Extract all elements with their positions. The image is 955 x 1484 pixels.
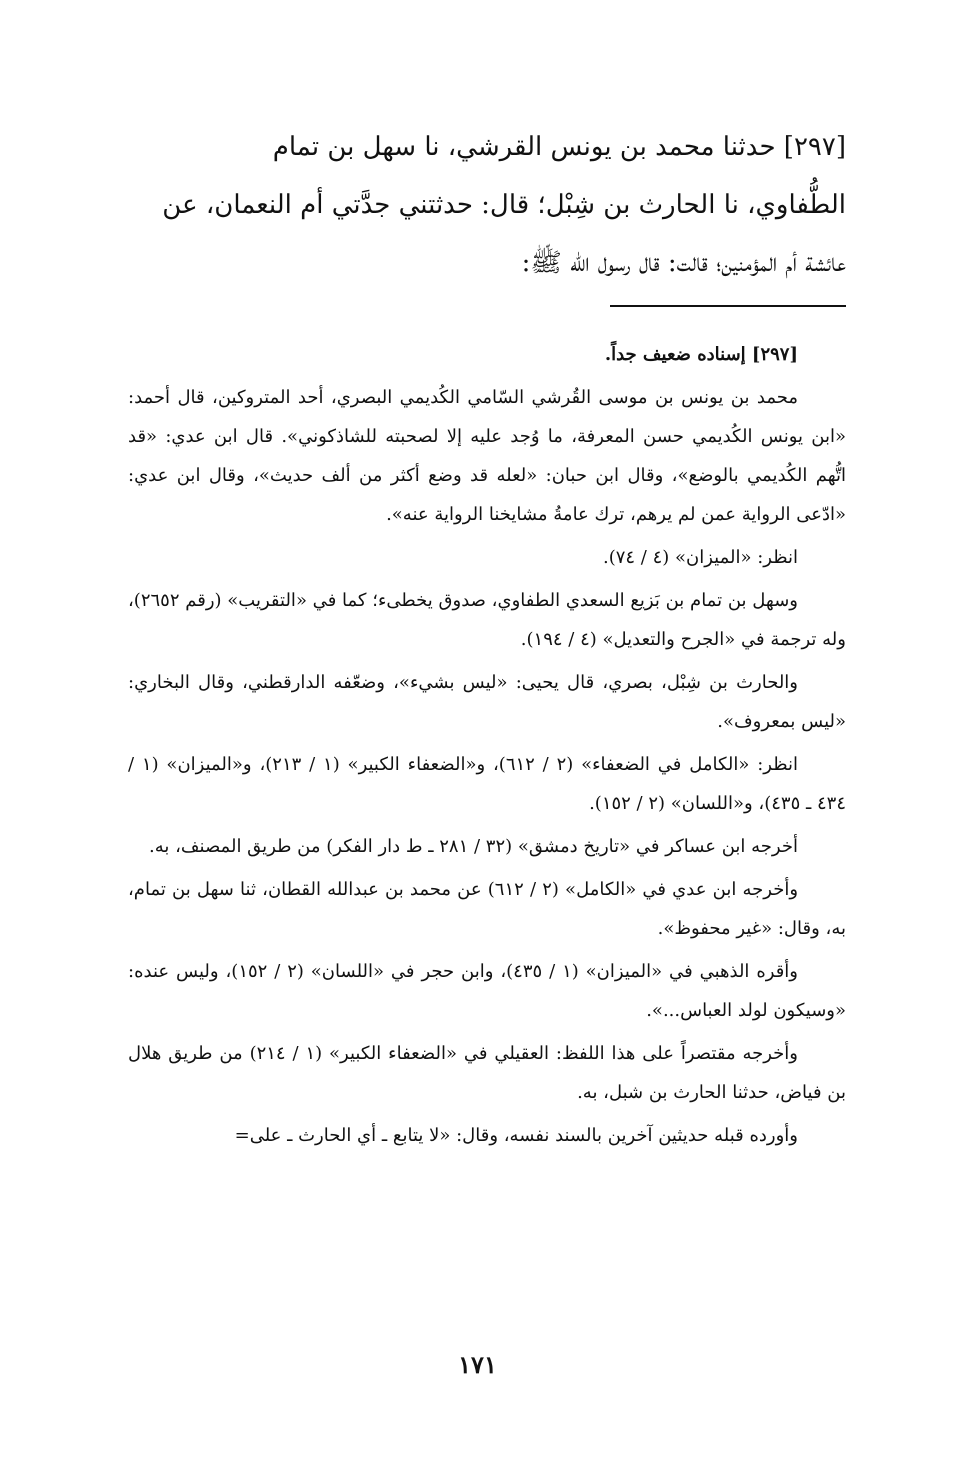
hadith-line-2: الطُّفاوي، نا الحارث بن شِبْل؛ قال: حدثتني جدَّتي أم النعمان، عن (162, 190, 846, 220)
footnote-paragraph: محمد بن يونس بن موسى القُرشي السّامي الكُديمي البصري، أحد المتروكين، قال أحمد: «ابن يونس الكُديمي حسن المعرفة، ما وُجد عليه إلا لصحبته للشاذكوني». قال ابن عدي: «قد اتُّهم الكُديمي بالوضع»، وقال ابن حبان: «لعله قد وضع أكثر من ألف حديث»، وقال ابن عدي: «ادّعى الرواية عمن لم يرهم، ترك عامةُ مشايخنا الرواية عنه». (128, 387, 846, 525)
footnote-paragraph: وأقره الذهبي في «الميزان» (١ / ٤٣٥)، وابن حجر في «اللسان» (٢ / ١٥٢)، وليس عنده: «وسيكون لولد العباس...». (128, 961, 846, 1021)
footnote-heading: [٢٩٧] إسناده ضعيف جداً. (604, 344, 798, 365)
footnote-paragraph: وأخرجه مقتصراً على هذا اللفظ: العقيلي في «الضعفاء الكبير» (١ / ٢١٤) من طريق هلال بن فياض، حدثنا الحارث بن شبل، به. (128, 1043, 846, 1103)
page-number: ١٧١ (458, 1350, 497, 1379)
footnote-paragraph: وأخرجه ابن عدي في «الكامل» (٢ / ٦١٢) عن محمد بن عبدالله القطان، ثنا سهل بن تمام، به، وقال: «غير محفوظ». (128, 879, 846, 939)
footnote-separator (610, 305, 846, 307)
hadith-line-3: عائشة أم المؤمنين؛ قالت: قال رسول الله ﷺ: (521, 248, 846, 278)
hadith-text (138, 118, 846, 292)
footnote-paragraph: وسهل بن تمام بن بَزيع السعدي الطفاوي، صدوق يخطىء؛ كما في «التقريب» (رقم ٢٦٥٢)، وله ترجمة في «الجرح والتعديل» (٤ / ١٩٤). (128, 590, 846, 650)
footnote-paragraph: أخرجه ابن عساكر في «تاريخ دمشق» (٣٢ / ٢٨١ ـ ط دار الفكر) من طريق المصنف، به. (148, 836, 798, 857)
hadith-line-1: [٢٩٧] حدثنا محمد بن يونس القرشي، نا سهل بن تمام (272, 132, 846, 162)
footnote-paragraph: انظر: «الكامل في الضعفاء» (٢ / ٦١٢)، و«الضعفاء الكبير» (١ / ٢١٣)، و«الميزان» (١ / ٤٣٤ ـ ٤٣٥)، و«اللسان» (٢ / ١٥٢). (128, 754, 846, 814)
footnote-paragraph: والحارث بن شِبْل، بصري، قال يحيى: «ليس بشيء»، وضعّفه الدارقطني، وقال البخاري: «ليس بمعروف». (128, 672, 846, 732)
footnote-paragraph: وأورده قبله حديثين آخرين بالسند نفسه، وقال: «لا يتابع ـ أي الحارث ـ على= (234, 1125, 798, 1146)
footnote-paragraph: انظر: «الميزان» (٤ / ٧٤). (602, 547, 798, 568)
footnotes (128, 335, 846, 1159)
